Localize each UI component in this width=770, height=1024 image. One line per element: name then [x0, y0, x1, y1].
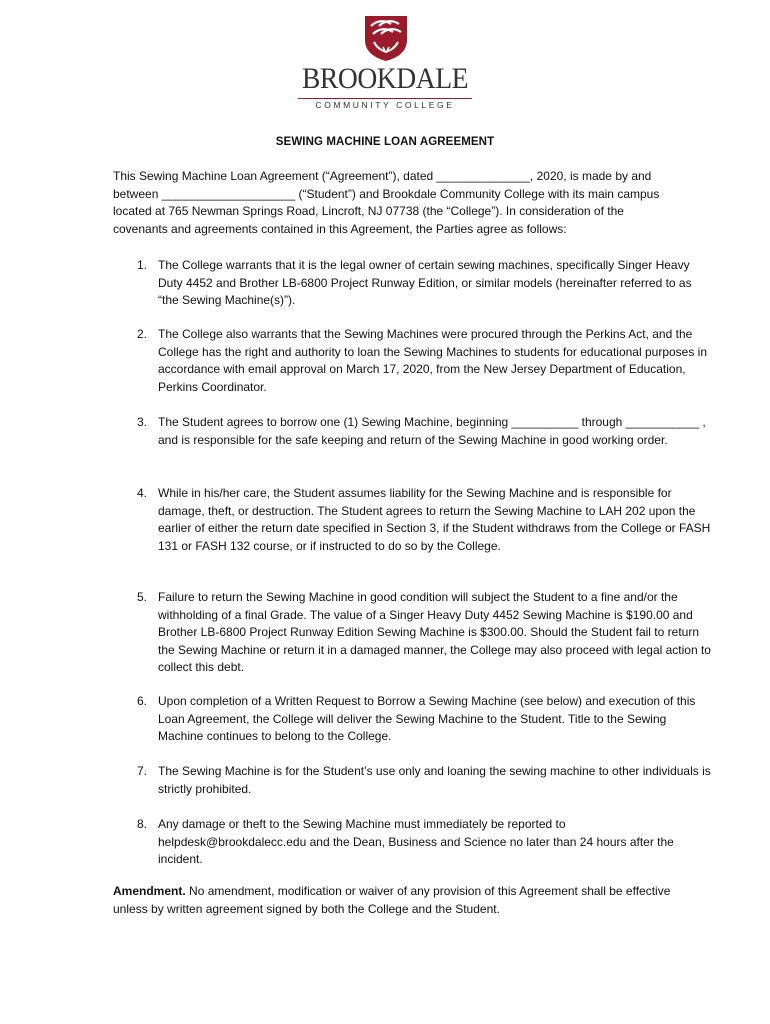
amendment-text: No amendment, modification or waiver of any provision of this Agreement shall be effective unless by written agreement signed by both the College and the Student. [113, 884, 671, 916]
college-logo [290, 14, 480, 110]
document-title: SEWING MACHINE LOAN AGREEMENT [275, 136, 495, 148]
amendment-label: Amendment. [113, 884, 186, 898]
clause-text: The Sewing Machine is for the Student’s use only and loaning the sewing machine to other individuals is strictly prohibited. [158, 764, 711, 796]
amendment-paragraph [113, 883, 673, 918]
brookdale-shield-icon [363, 14, 409, 62]
clause-text: The College warrants that it is the legal owner of certain sewing machines, specifically Singer Heavy Duty 4452 and Brother LB-6800 Project Runway Edition, or similar models (hereinafter referred to as “the Sewing Machine(s)”). [158, 258, 692, 308]
clause-text: The Student agrees to borrow one (1) Sewing Machine, beginning __________ through ___________ , and is responsible for the safe keeping and return of the Sewing Machine in good working order. [158, 415, 706, 447]
clause-number: 3. [137, 415, 148, 429]
clause-text: Upon completion of a Written Request to Borrow a Sewing Machine (see below) and execution of this Loan Agreement, the College will deliver the Sewing Machine to the Student. Title to the Sewing Machine continues to belong to the College. [158, 694, 696, 744]
clause-number: 6. [137, 694, 148, 708]
clause-text: While in his/her care, the Student assumes liability for the Sewing Machine and is responsible for damage, theft, or destruction. The Student agrees to return the Sewing Machine to LAH 202 upon the earlier of either the return date specified in Section 3, if the Student withdraws from the College or FASH 131 or FASH 132 course, or if instructed to do so by the College. [158, 486, 711, 553]
clause-number: 8. [137, 817, 148, 831]
clause-text: The College also warrants that the Sewing Machines were procured through the Perkins Act, and the College has the right and authority to loan the Sewing Machines to students for educational purposes in accordance with email approval on March 17, 2020, from the New Jersey Department of Education, Perkins Coordinator. [158, 327, 708, 394]
logo-subtitle: COMMUNITY COLLEGE [315, 100, 455, 110]
logo-divider [298, 98, 472, 99]
clause-number: 1. [137, 258, 148, 272]
logo-wordmark: BROOKDALE [301, 62, 469, 95]
clause-number: 5. [137, 590, 148, 604]
clause-text: Any damage or theft to the Sewing Machine must immediately be reported to helpdesk@brookdalecc.edu and the Dean, Business and Science no later than 24 hours after the incident. [158, 817, 674, 867]
clause-number: 4. [137, 486, 148, 500]
clause-number: 7. [137, 764, 148, 778]
intro-paragraph: This Sewing Machine Loan Agreement (“Agreement”), dated ______________, 2020, is made by and between ____________________ (“Student”) and Brookdale Community College with its main campus located at 765 Newman Springs Road, Lincroft, NJ 07738 (the “College”). In consideration of the covenants and agreements contained in this Agreement, the Parties agree as follows: [113, 169, 660, 236]
clause-text: Failure to return the Sewing Machine in good condition will subject the Student to a fine and/or the withholding of a final Grade. The value of a Singer Heavy Duty 4452 Sewing Machine is $190.00 and Brother LB-6800 Project Runway Edition Sewing Machine is $300.00. Should the Student fail to return the Sewing Machine or return it in a damaged manner, the College may also proceed with legal action to collect this debt. [158, 590, 711, 675]
clause-number: 2. [137, 327, 148, 341]
